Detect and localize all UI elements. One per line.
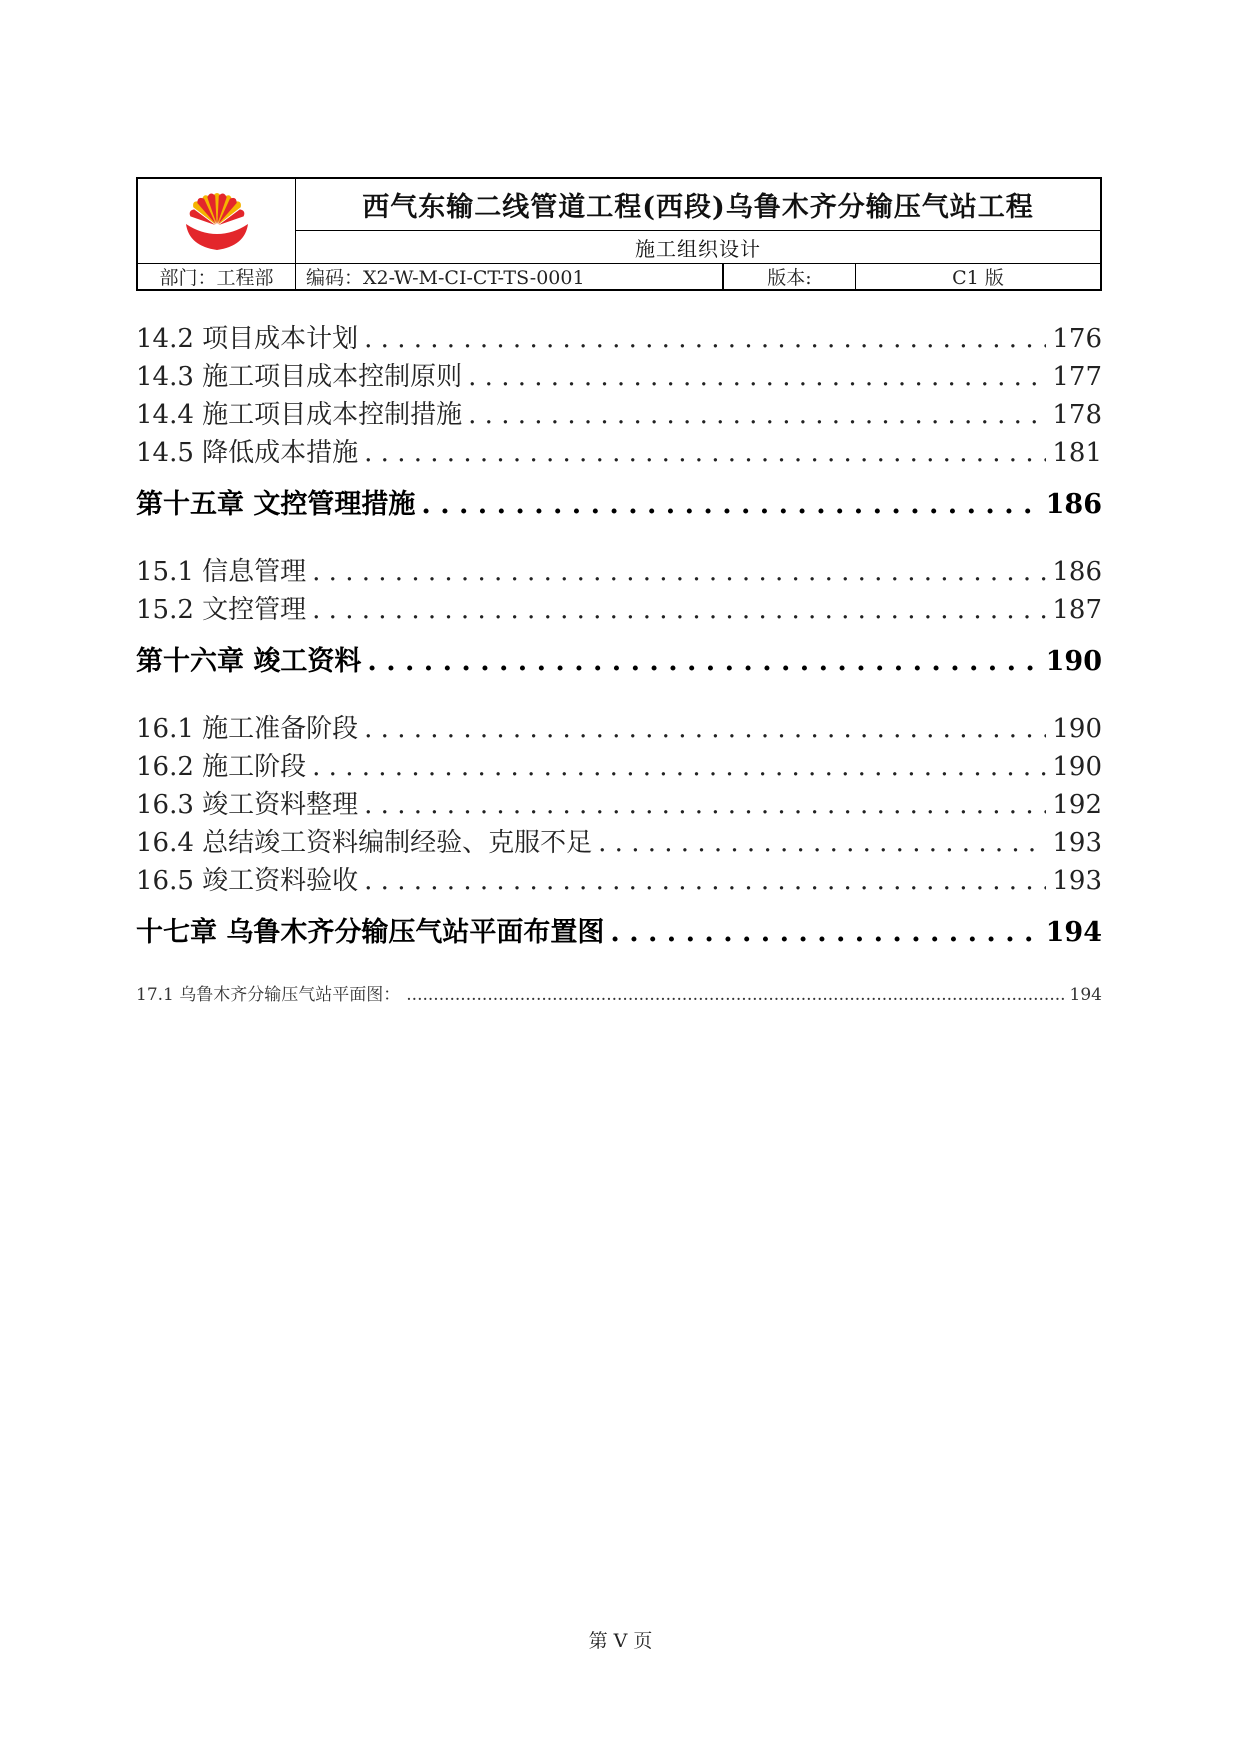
- department-field: 部门：工程部: [138, 264, 296, 289]
- toc-entry-page: 178: [1052, 400, 1102, 430]
- version-value: C1 版: [952, 267, 1004, 289]
- toc-leader-dots: [364, 324, 1046, 354]
- toc-leader-dots: [598, 828, 1046, 858]
- toc-leader-dots: [421, 489, 1039, 520]
- toc-entry[interactable]: [136, 589, 1102, 626]
- toc-entry-page: 194: [1045, 917, 1102, 948]
- logo-cell: [138, 179, 296, 263]
- toc-entry-label: 16.3 竣工资料整理: [136, 790, 359, 820]
- toc-entry-page: 192: [1052, 790, 1102, 820]
- toc-leader-dots: [364, 714, 1046, 744]
- toc-entry-label: 14.2 项目成本计划: [136, 324, 359, 354]
- toc-entry[interactable]: [136, 784, 1102, 821]
- toc-leader-dots: [364, 438, 1046, 468]
- document-header-table: [136, 177, 1102, 291]
- toc-entry-page: 190: [1052, 714, 1102, 744]
- toc-entry[interactable]: [136, 980, 1102, 1005]
- project-title: 西气东输二线管道工程(西段)乌鲁木齐分输压气站工程: [296, 179, 1100, 231]
- version-label: 版本:: [724, 264, 856, 289]
- toc-entry[interactable]: [136, 318, 1102, 355]
- toc-leader-dots: [312, 595, 1046, 625]
- toc-entry[interactable]: [136, 822, 1102, 859]
- toc-entry-page: 190: [1052, 752, 1102, 782]
- toc-entry-page: 186: [1045, 489, 1102, 520]
- toc-leader-dots: [468, 362, 1046, 392]
- toc-leader-dots: [468, 400, 1046, 430]
- toc-entry-page: 187: [1052, 595, 1102, 625]
- toc-leader-dots: [364, 866, 1046, 896]
- toc-entry[interactable]: [136, 860, 1102, 897]
- toc-leader-dots: [312, 752, 1046, 782]
- toc-leader-dots: [312, 557, 1046, 587]
- toc-entry-page: 193: [1052, 828, 1102, 858]
- toc-entry-label: 16.4 总结竣工资料编制经验、克服不足: [136, 828, 593, 858]
- toc-entry-label: 14.5 降低成本措施: [136, 438, 359, 468]
- toc-entry[interactable]: [136, 432, 1102, 469]
- toc-entry-label: 16.5 竣工资料验收: [136, 866, 359, 896]
- toc-entry-label: 第十五章 文控管理措施: [136, 489, 416, 520]
- toc-entry-page: 176: [1052, 324, 1102, 354]
- toc-leader-dots: [406, 985, 1063, 1005]
- toc-entry-label: 14.4 施工项目成本控制措施: [136, 400, 463, 430]
- toc-chapter-entry[interactable]: [136, 910, 1102, 949]
- toc-entry-page: 181: [1052, 438, 1102, 468]
- toc-entry-label: 十七章 乌鲁木齐分输压气站平面布置图: [136, 917, 605, 948]
- toc-entry-label: 15.1 信息管理: [136, 557, 307, 587]
- toc-entry[interactable]: [136, 746, 1102, 783]
- toc-leader-dots: [367, 646, 1039, 677]
- toc-entry-label: 17.1 乌鲁木齐分输压气站平面图：: [136, 985, 401, 1005]
- toc-leader-dots: [364, 790, 1046, 820]
- toc-entry-page: 186: [1052, 557, 1102, 587]
- toc-entry-page: 177: [1052, 362, 1102, 392]
- document-code-field: 编码：X2-W-M-CI-CT-TS-0001: [296, 264, 724, 289]
- toc-entry-page: 193: [1052, 866, 1102, 896]
- toc-entry-label: 第十六章 竣工资料: [136, 646, 362, 677]
- header-meta-row: [138, 263, 1100, 289]
- document-subtitle: 施工组织设计: [635, 236, 761, 261]
- toc-entry-label: 16.2 施工阶段: [136, 752, 307, 782]
- petrochina-logo-icon: [184, 190, 250, 252]
- toc-entry[interactable]: [136, 708, 1102, 745]
- toc-entry-page: 194: [1069, 985, 1102, 1005]
- toc-entry-label: 16.1 施工准备阶段: [136, 714, 359, 744]
- toc-entry[interactable]: [136, 394, 1102, 431]
- page-number-footer: 第 V 页: [588, 1630, 653, 1652]
- toc-chapter-entry[interactable]: [136, 639, 1102, 678]
- toc-leader-dots: [610, 917, 1039, 948]
- toc-entry-page: 190: [1045, 646, 1102, 677]
- toc-entry-label: 15.2 文控管理: [136, 595, 307, 625]
- toc-entry[interactable]: [136, 551, 1102, 588]
- toc-chapter-entry[interactable]: [136, 482, 1102, 521]
- toc-entry-label: 14.3 施工项目成本控制原则: [136, 362, 463, 392]
- toc-entry[interactable]: [136, 356, 1102, 393]
